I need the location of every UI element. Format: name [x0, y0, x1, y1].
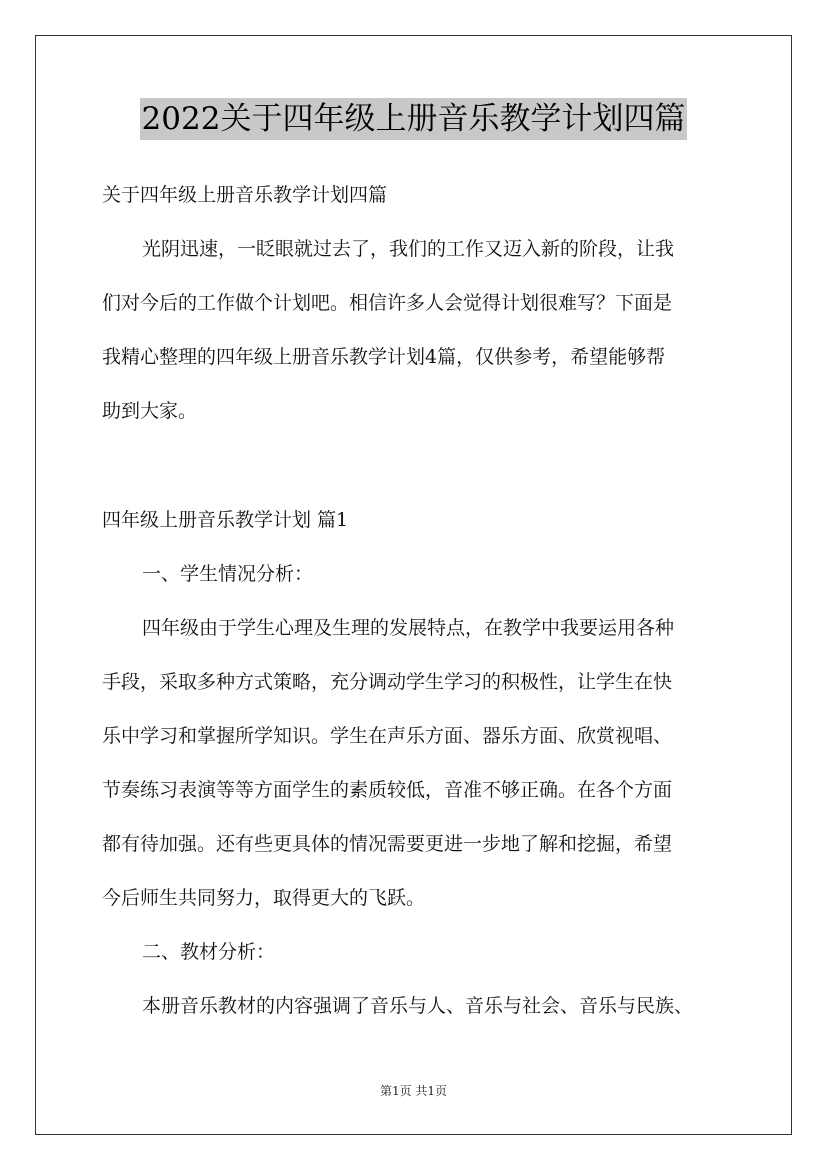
paragraph-line: 手段，采取多种方式策略，充分调动学生学习的积极性，让学生在快	[102, 671, 673, 693]
page-footer: 第1页 共1页	[379, 1084, 448, 1098]
paragraph-line: 今后师生共同努力，取得更大的飞跃。	[102, 887, 426, 909]
paragraph-line: 我精心整理的四年级上册音乐教学计划4篇，仅供参考，希望能够帮	[102, 346, 666, 368]
paragraph-line: 都有待加强。还有些更具体的情况需要更进一步地了解和挖掘，希望	[102, 833, 673, 855]
intro-heading: 关于四年级上册音乐教学计划四篇	[102, 184, 388, 206]
title-container	[0, 98, 827, 140]
paragraph-line: 助到大家。	[102, 400, 198, 422]
subsection-heading: 一、学生情况分析：	[142, 563, 314, 585]
document-title: 2022关于四年级上册音乐教学计划四篇	[140, 98, 688, 140]
paragraph-line: 们对今后的工作做个计划吧。相信许多人会觉得计划很难写？下面是	[102, 292, 673, 314]
paragraph-line: 光阴迅速，一眨眼就过去了，我们的工作又迈入新的阶段，让我	[142, 238, 675, 260]
paragraph-line: 四年级由于学生心理及生理的发展特点，在教学中我要运用各种	[142, 617, 675, 639]
subsection-heading: 二、教材分析：	[142, 941, 276, 963]
section-heading: 四年级上册音乐教学计划 篇1	[102, 509, 349, 531]
paragraph-line: 乐中学习和掌握所学知识。学生在声乐方面、器乐方面、欣赏视唱、	[102, 725, 673, 747]
paragraph-line: 节奏练习表演等等方面学生的素质较低，音准不够正确。在各个方面	[102, 779, 673, 801]
paragraph-line: 本册音乐教材的内容强调了音乐与人、音乐与社会、音乐与民族、	[142, 995, 694, 1017]
